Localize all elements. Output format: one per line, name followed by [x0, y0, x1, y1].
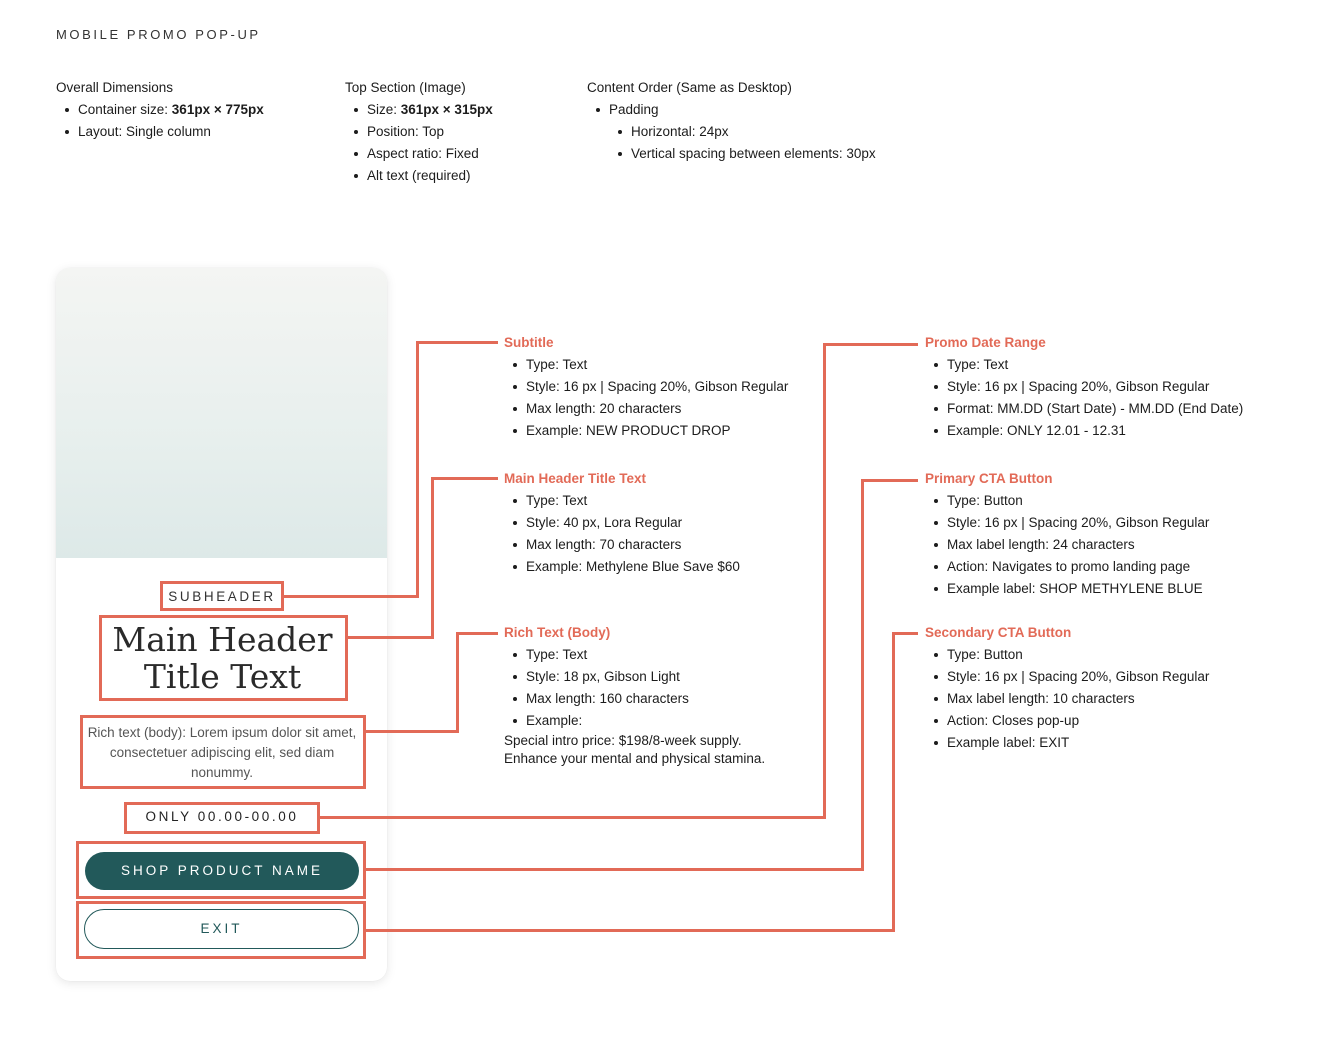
- main-header-annotation: [504, 468, 814, 578]
- annotation-item: Style: 18 px, Gibson Light: [526, 666, 814, 688]
- secondary-cta-annotation: [925, 622, 1325, 754]
- top-section-heading: Top Section (Image): [345, 80, 466, 95]
- annotation-item: Max label length: 24 characters: [947, 534, 1325, 556]
- annotation-item: Example:: [526, 710, 814, 732]
- annotation-item: Example: NEW PRODUCT DROP: [526, 420, 814, 442]
- connector-line: [366, 868, 864, 871]
- annotation-item: Format: MM.DD (Start Date) - MM.DD (End Date): [947, 398, 1325, 420]
- annotation-item: Action: Closes pop-up: [947, 710, 1325, 732]
- spec-sub-item: Vertical spacing between elements: 30px: [631, 143, 947, 165]
- connector-line: [431, 477, 498, 480]
- connector-line: [823, 343, 826, 819]
- annotation-item: Type: Text: [526, 490, 814, 512]
- annotation-item: Example: ONLY 12.01 - 12.31: [947, 420, 1325, 442]
- spec-item: Container size: 361px × 775px: [78, 99, 316, 121]
- secondary-button-highlight-box: [76, 901, 366, 959]
- annotation-item: Example label: SHOP METHYLENE BLUE: [947, 578, 1325, 600]
- connector-line: [366, 730, 459, 733]
- popup-title-line-1: Main Header: [112, 620, 333, 659]
- title-highlight-box: [99, 615, 348, 701]
- connector-line: [823, 343, 918, 346]
- popup-subheader: SUBHEADER: [168, 589, 276, 604]
- popup-date-range: ONLY 00.00-00.00: [145, 809, 299, 824]
- promo-date-annotation-title: Promo Date Range: [925, 335, 1046, 350]
- annotation-item: Max length: 160 characters: [526, 688, 814, 710]
- primary-cta-button[interactable]: SHOP PRODUCT NAME: [85, 852, 359, 890]
- annotation-item: Example: Methylene Blue Save $60: [526, 556, 814, 578]
- spec-item: Position: Top: [367, 121, 565, 143]
- connector-line: [861, 479, 918, 482]
- annotation-example-line: Enhance your mental and physical stamina.: [504, 751, 766, 766]
- annotation-item: Style: 16 px | Spacing 20%, Gibson Regular: [947, 376, 1325, 398]
- top-image-placeholder: [56, 268, 387, 558]
- spec-item: Size: 361px × 315px: [367, 99, 565, 121]
- primary-cta-annotation: [925, 468, 1325, 600]
- overall-dimensions-spec: [56, 77, 316, 143]
- connector-line: [431, 477, 434, 639]
- annotation-item: Style: 16 px | Spacing 20%, Gibson Regular: [947, 666, 1325, 688]
- popup-title-line-2: Title Text: [143, 657, 302, 696]
- subheader-highlight-box: [160, 581, 284, 611]
- annotation-item: Type: Text: [947, 354, 1325, 376]
- connector-line: [366, 929, 895, 932]
- annotation-item: Type: Text: [526, 354, 814, 376]
- spec-item: Padding Horizontal: 24px Vertical spacing between elements: 30px: [609, 99, 947, 165]
- spec-item: Aspect ratio: Fixed: [367, 143, 565, 165]
- connector-line: [320, 816, 826, 819]
- annotation-item: Style: 16 px | Spacing 20%, Gibson Regular: [526, 376, 814, 398]
- rich-text-annotation: [504, 622, 814, 768]
- primary-cta-annotation-title: Primary CTA Button: [925, 471, 1053, 486]
- top-section-spec: [345, 77, 565, 187]
- spec-item: Layout: Single column: [78, 121, 316, 143]
- connector-line: [892, 632, 918, 635]
- annotation-item: Type: Button: [947, 490, 1325, 512]
- annotation-item: Example label: EXIT: [947, 732, 1325, 754]
- main-header-annotation-title: Main Header Title Text: [504, 471, 647, 486]
- annotation-item: Max length: 70 characters: [526, 534, 814, 556]
- popup-body-text: Rich text (body): Lorem ipsum dolor sit amet, consectetuer adipiscing elit, sed diam nonummy.: [87, 725, 357, 780]
- connector-line: [416, 341, 419, 598]
- annotation-item: Type: Button: [947, 644, 1325, 666]
- connector-line: [861, 479, 864, 871]
- connector-line: [892, 632, 895, 932]
- date-highlight-box: [124, 802, 320, 834]
- annotation-item: Max length: 20 characters: [526, 398, 814, 420]
- annotation-item: Type: Text: [526, 644, 814, 666]
- subtitle-annotation-title: Subtitle: [504, 335, 554, 350]
- body-highlight-box: [80, 715, 366, 789]
- secondary-cta-annotation-title: Secondary CTA Button: [925, 625, 1072, 640]
- annotation-item: Style: 16 px | Spacing 20%, Gibson Regular: [947, 512, 1325, 534]
- overall-dimensions-heading: Overall Dimensions: [56, 80, 174, 95]
- rich-text-annotation-title: Rich Text (Body): [504, 625, 611, 640]
- secondary-cta-button[interactable]: EXIT: [84, 909, 359, 949]
- connector-line: [284, 595, 419, 598]
- connector-line: [456, 632, 498, 635]
- promo-date-annotation: [925, 332, 1325, 442]
- annotation-item: Action: Navigates to promo landing page: [947, 556, 1325, 578]
- spec-item: Alt text (required): [367, 165, 565, 187]
- connector-line: [456, 632, 459, 733]
- annotation-example-line: Special intro price: $198/8-week supply.: [504, 733, 742, 748]
- subtitle-annotation: [504, 332, 814, 442]
- primary-button-highlight-box: [76, 841, 366, 899]
- annotation-item: Style: 40 px, Lora Regular: [526, 512, 814, 534]
- connector-line: [416, 341, 498, 344]
- connector-line: [348, 636, 434, 639]
- annotation-item: Max label length: 10 characters: [947, 688, 1325, 710]
- page-title: MOBILE PROMO POP-UP: [56, 27, 261, 42]
- content-order-spec: [587, 77, 947, 165]
- content-order-heading: Content Order (Same as Desktop): [587, 80, 792, 95]
- spec-sub-item: Horizontal: 24px: [631, 121, 947, 143]
